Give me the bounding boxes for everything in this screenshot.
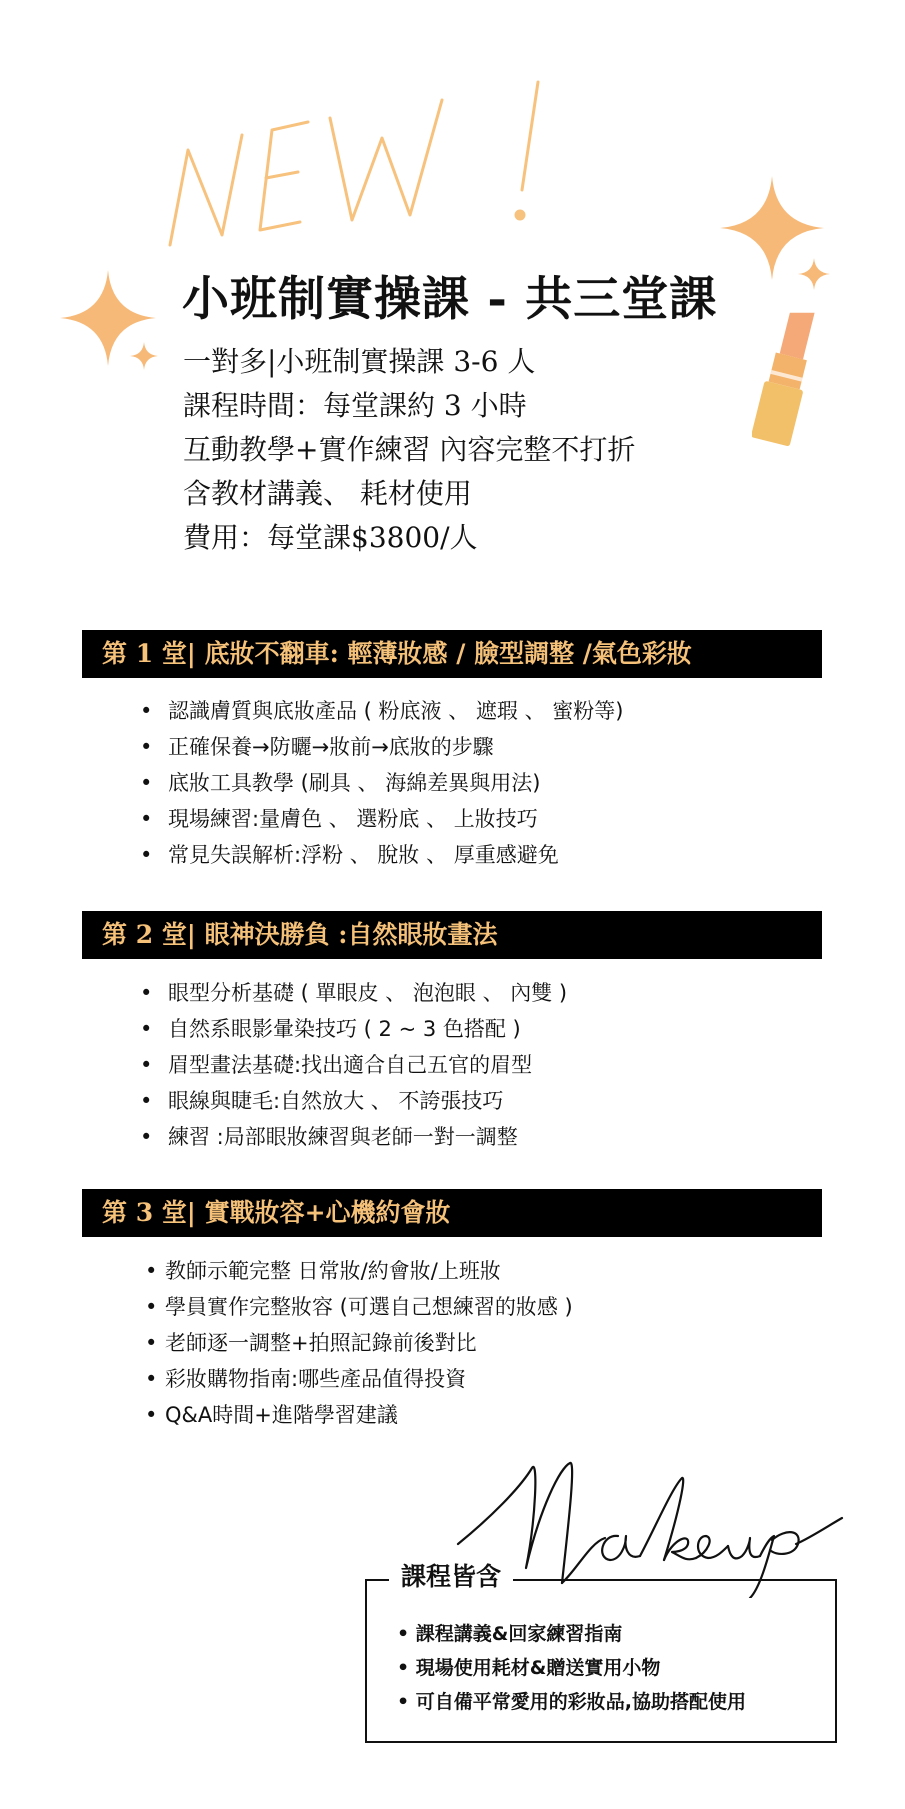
list-item: • 彩妝購物指南:哪些產品值得投資 [145, 1367, 467, 1391]
lesson-2-heading: 第 2 堂| 眼神決勝負 :自然眼妝畫法 [82, 911, 822, 959]
list-item: • 教師示範完整 日常妝/約會妝/上班妝 [145, 1259, 501, 1283]
list-item: • Q&A時間+進階學習建議 [145, 1403, 398, 1427]
list-item: • 常見失誤解析:浮粉 、 脫妝 、 厚重感避免 [140, 843, 559, 867]
lesson-1-list [140, 693, 623, 873]
small-sparkle-icon [798, 258, 830, 290]
list-item: • 課程講義&回家練習指南 [397, 1623, 623, 1645]
lesson-1-heading: 第 1 堂| 底妝不翻車: 輕薄妝感 / 臉型調整 /氣色彩妝 [82, 630, 822, 678]
list-item: • 學員實作完整妝容 (可選自己想練習的妝感 ) [145, 1295, 573, 1319]
intro-info [183, 340, 635, 560]
lesson-3-heading: 第 3 堂| 實戰妝容+心機約會妝 [82, 1189, 822, 1237]
course-includes-box [365, 1562, 837, 1743]
list-item: • 眉型畫法基礎:找出適合自己五官的眉型 [140, 1053, 533, 1077]
list-item: • 可自備平常愛用的彩妝品,協助搭配使用 [397, 1691, 746, 1713]
page-title: 小班制實操課 - 共三堂課 [182, 272, 718, 327]
list-item: • 認識膚質與底妝產品 ( 粉底液 、 遮瑕 、 蜜粉等) [140, 699, 624, 723]
list-item: • 底妝工具教學 (刷具 、 海綿差異與用法) [140, 771, 541, 795]
small-sparkle-icon [130, 342, 158, 370]
list-item: • 眼型分析基礎 ( 單眼皮 、 泡泡眼 、 內雙 ) [140, 981, 568, 1005]
includes-title: 課程皆含 [389, 1557, 513, 1593]
lipstick-icon [752, 308, 822, 448]
includes-list [397, 1617, 746, 1719]
list-item: • 眼線與睫毛:自然放大 、 不誇張技巧 [140, 1089, 504, 1113]
lesson-3-list [145, 1253, 573, 1433]
new-script-logo [160, 70, 580, 260]
intro-line: 費用：每堂課$3800/人 [183, 521, 478, 554]
list-item: • 自然系眼影暈染技巧 ( 2 ~ 3 色搭配 ) [140, 1017, 521, 1041]
intro-line: 互動教學+實作練習 內容完整不打折 [183, 433, 636, 466]
list-item: • 老師逐一調整+拍照記錄前後對比 [145, 1331, 477, 1355]
list-item: • 現場練習:量膚色 、 選粉底 、 上妝技巧 [140, 807, 538, 831]
list-item: • 現場使用耗材&贈送實用小物 [397, 1657, 661, 1679]
intro-line: 一對多|小班制實操課 3-6 人 [183, 345, 536, 378]
intro-line: 含教材講義、 耗材使用 [183, 477, 472, 510]
intro-line: 課程時間：每堂課約 3 小時 [183, 389, 527, 422]
list-item: • 練習 :局部眼妝練習與老師一對一調整 [140, 1125, 518, 1149]
list-item: • 正確保養→防曬→妝前→底妝的步驟 [140, 735, 494, 759]
lesson-2-list [140, 975, 567, 1155]
